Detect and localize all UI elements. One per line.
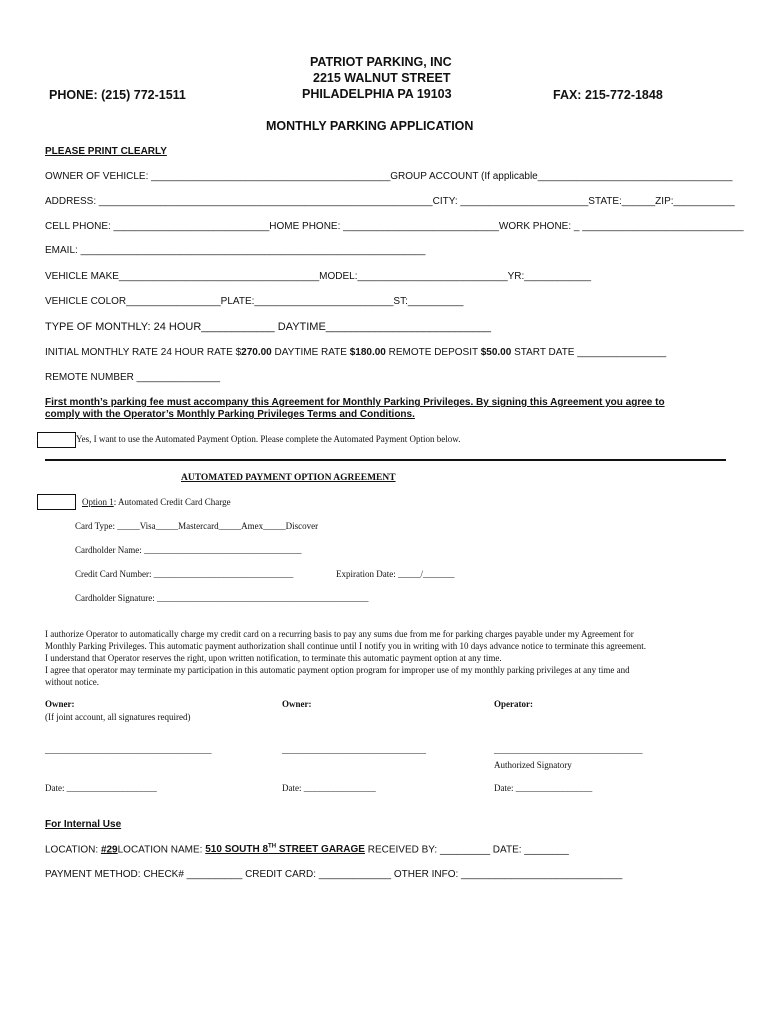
rate-daytime-label: DAYTIME RATE <box>271 347 350 358</box>
company-name: PATRIOT PARKING, INC <box>310 55 452 69</box>
phone-fields[interactable]: CELL PHONE: ____________________________HOME PHONE: ____________________________WORK PHONE: _ _____________________________ <box>45 221 744 232</box>
cardholder-name-field[interactable]: Cardholder Name: ___________________________________ <box>75 545 302 555</box>
owner-1-date-field[interactable]: Date: ____________________ <box>45 783 157 793</box>
owner-1-signature-line[interactable]: _____________________________________ <box>45 745 212 755</box>
rate-prefix: INITIAL MONTHLY RATE 24 HOUR RATE $ <box>45 347 242 358</box>
company-city: PHILADELPHIA PA 19103 <box>302 87 452 101</box>
address-field[interactable]: ADDRESS: ____________________________________________________________CITY: _______________________STATE:______ZIP:___________ <box>45 196 735 207</box>
authorization-line: I understand that Operator reserves the right, upon written notification, to terminate this automatic payment option at any time. <box>45 653 502 663</box>
location-name <box>205 844 365 855</box>
operator-signature-line[interactable]: _________________________________ <box>494 745 643 755</box>
expiration-field[interactable]: Expiration Date: _____/_______ <box>336 569 455 579</box>
vehicle-make-field[interactable]: VEHICLE MAKE____________________________________MODEL:___________________________YR:____________ <box>45 271 592 282</box>
vehicle-color-field[interactable]: VEHICLE COLOR_________________PLATE:_________________________ST:__________ <box>45 296 464 307</box>
payment-method-field[interactable]: PAYMENT METHOD: CHECK# __________ CREDIT CARD: _____________ OTHER INFO: _____________________________ <box>45 869 623 880</box>
authorization-line: I authorize Operator to automatically charge my credit card on a recurring basis to pay any sums due from me for parking charges payable under my Agreement for <box>45 629 634 639</box>
page-title: MONTHLY PARKING APPLICATION <box>266 119 474 133</box>
authorization-line: Monthly Parking Privileges. This automatic payment authorization shall continue until I notify you in writing with 10 days advance notice to terminate this agreement. <box>45 641 646 651</box>
owner-2-date-field[interactable]: Date: ________________ <box>282 783 376 793</box>
rate-24-hour: 270.00 <box>241 347 272 358</box>
authorization-line: without notice. <box>45 677 99 687</box>
notice-line-2: comply with the Operator’s Monthly Parking Privileges Terms and Conditions. <box>45 409 415 420</box>
option-1-title: Option 1 <box>82 497 114 507</box>
option-1-checkbox[interactable] <box>37 494 76 510</box>
operator-date-field[interactable]: Date: _________________ <box>494 783 593 793</box>
location-name-rest: STREET GARAGE <box>276 844 365 856</box>
notice-line-1: First month’s parking fee must accompany this Agreement for Monthly Parking Privileges. By signing this Agreement you agree to <box>45 397 665 408</box>
internal-use-heading: For Internal Use <box>45 819 122 830</box>
payment-agreement-heading: AUTOMATED PAYMENT OPTION AGREEMENT <box>181 473 396 483</box>
location-name-sup: TH <box>268 844 277 850</box>
email-field[interactable]: EMAIL: ______________________________________________________________ <box>45 245 426 256</box>
operator-label: Operator: <box>494 699 533 709</box>
remote-deposit: $50.00 <box>480 347 512 358</box>
company-phone: PHONE: (215) 772-1511 <box>49 88 186 102</box>
location-name-label: LOCATION NAME: <box>117 844 206 856</box>
card-number-field[interactable]: Credit Card Number: _______________________________ <box>75 569 294 579</box>
rate-daytime: $180.00 <box>349 347 386 358</box>
company-street: 2215 WALNUT STREET <box>313 71 451 85</box>
location-label: LOCATION: <box>45 844 101 856</box>
start-date-field[interactable]: START DATE ________________ <box>511 347 667 358</box>
cardholder-signature-field[interactable]: Cardholder Signature: _______________________________________________ <box>75 593 369 603</box>
auto-payment-checkbox[interactable] <box>37 432 76 448</box>
remote-number-field[interactable]: REMOTE NUMBER _______________ <box>45 372 221 383</box>
owner-2-label: Owner: <box>282 699 312 709</box>
joint-account-note: (If joint account, all signatures required) <box>45 712 191 722</box>
authorization-paragraph <box>45 628 735 688</box>
received-by-date-field[interactable]: RECEIVED BY: _________ DATE: ________ <box>364 844 569 856</box>
owner-of-vehicle-field[interactable]: OWNER OF VEHICLE: ___________________________________________GROUP ACCOUNT (If applicable___________________________________ <box>45 171 733 182</box>
option-1-label <box>82 497 231 507</box>
section-divider <box>45 459 726 461</box>
location-number: #29 <box>100 844 118 856</box>
type-of-monthly-field[interactable]: TYPE OF MONTHLY: 24 HOUR____________ DAYTIME___________________________ <box>45 321 491 333</box>
card-type-field[interactable]: Card Type: _____Visa_____Mastercard_____Amex_____Discover <box>75 521 319 531</box>
location-name-main: 510 SOUTH 8 <box>205 844 269 856</box>
auto-payment-opt-in-text: Yes, I want to use the Automated Payment Option. Please complete the Automated Payment Option below. <box>76 434 461 444</box>
owner-1-label: Owner: <box>45 699 75 709</box>
owner-2-signature-line[interactable]: ________________________________ <box>282 745 426 755</box>
option-1-desc: : Automated Credit Card Charge <box>113 497 231 507</box>
remote-deposit-label: REMOTE DEPOSIT <box>385 347 481 358</box>
print-clearly-label: PLEASE PRINT CLEARLY <box>45 146 167 157</box>
location-line <box>45 844 569 855</box>
rate-line <box>45 347 666 358</box>
authorization-line: I agree that operator may terminate my participation in this automatic payment option program for improper use of my monthly parking privileges at any time and <box>45 665 630 675</box>
authorized-signatory-label: Authorized Signatory <box>494 760 572 770</box>
company-fax: FAX: 215-772-1848 <box>553 88 663 102</box>
